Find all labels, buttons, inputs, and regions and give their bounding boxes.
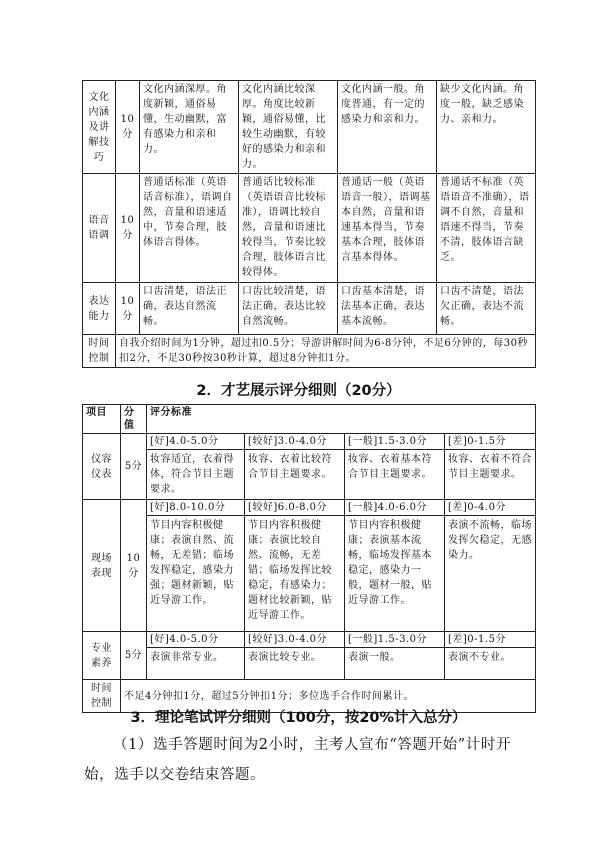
grade-label: [较好]3.0-4.0分 [245, 434, 344, 450]
level-cell [147, 434, 245, 500]
item-cell: 表达能力 [83, 283, 116, 335]
grade-desc: 节目内容积极健康；表演自然、流畅，无差错；临场发挥稳定，感染力强；题材新颖，贴近导游工作。 [150, 520, 234, 606]
grade-desc: 妆容、衣着基本符合节目主题要求。 [348, 454, 432, 480]
grade-label: [差]0-1.5分 [445, 434, 535, 450]
grade-desc: 节目内容积极健康；表演比较自然、流畅，无差错；临场发挥比较稳定，有感染力；题材比较新颖，贴近导游工作。 [248, 520, 332, 621]
section-3-paragraph: （1）选手答题时间为2小时，主考人宣布“答题开始”计时开始，选手以交卷结束答题。 [84, 737, 512, 783]
item-cell: 现场表现 [83, 500, 121, 632]
table-row [83, 81, 536, 174]
table-talent-criteria [82, 404, 536, 713]
level-cell: 缺少文化内涵。角度一般，缺乏感染力、亲和力。 [437, 81, 536, 174]
level-cell: 普通话不标准（英语语音不准确），语调不自然，音量和语速不得当，节奏不清，肢体语言缺乏。 [437, 174, 536, 283]
points-cell: 10分 [116, 283, 140, 335]
grade-label: [一般]4.0-6.0分 [345, 500, 444, 516]
points-cell: 10分 [116, 81, 140, 174]
table-row [83, 283, 536, 335]
time-text-cell: 自我介绍时间为1分钟，超过扣0.5分；导游讲解时间为6-8分钟，不足6分钟的，每30秒扣2分，不足30秒按30秒计算，超过8分钟扣1分。 [116, 335, 536, 368]
header-points: 分值 [121, 405, 147, 434]
table-row [83, 632, 536, 680]
table-header-row [83, 405, 536, 434]
grade-desc: 表演一般。 [348, 652, 401, 663]
points-cell: 10分 [116, 174, 140, 283]
grade-label: [较好]3.0-4.0分 [245, 632, 344, 648]
level-cell [245, 434, 345, 500]
grade-desc: 妆容、衣着比较符合节目主题要求。 [248, 454, 332, 480]
level-cell [345, 632, 445, 680]
section-3-title: 3．理论笔试评分细则（100分，按20%计入总分） [130, 710, 467, 726]
level-cell: 文化内涵深厚。角度新颖，通俗易懂，生动幽默，富有感染力和亲和力。 [140, 81, 239, 174]
table-row [83, 174, 536, 283]
level-cell [445, 434, 536, 500]
table-speech-criteria [82, 80, 536, 368]
grade-label: [好]4.0-5.0分 [147, 434, 244, 450]
grade-desc: 表演比较专业。 [248, 652, 322, 663]
grade-label: [差]0-1.5分 [445, 632, 535, 648]
level-cell: 口齿清楚，语法正确，表达自然流畅。 [140, 283, 239, 335]
grade-desc: 妆容、衣着不符合节目主题要求。 [448, 454, 532, 480]
level-cell [245, 632, 345, 680]
grade-desc: 表演不专业。 [448, 652, 511, 663]
grade-label: [差]0-4.0分 [445, 500, 535, 516]
section-2-title: 2．才艺展示评分细则（20分） [196, 383, 401, 399]
item-cell: 仪容仪表 [83, 434, 121, 500]
level-cell [147, 632, 245, 680]
grade-label: [一般]1.5-3.0分 [345, 632, 444, 648]
item-cell: 语音语调 [83, 174, 116, 283]
table-row [83, 500, 536, 632]
grade-desc: 妆容适宜，衣着得体，符合节目主题要求。 [150, 454, 234, 495]
level-cell [147, 500, 245, 632]
grade-label: [一般]1.5-3.0分 [345, 434, 444, 450]
grade-desc: 表演不流畅，临场发挥欠稳定，无感染力。 [448, 520, 532, 561]
header-criteria: 评分标准 [147, 405, 536, 434]
header-item: 项目 [83, 405, 121, 434]
grade-desc: 节目内容积极健康；表演基本流畅，临场发挥基本稳定，感染力一般，题材一般，贴近导游工作。 [348, 520, 432, 606]
grade-label: [较好]6.0-8.0分 [245, 500, 344, 516]
level-cell: 口齿比较清楚，语法正确，表达比较自然流畅。 [239, 283, 338, 335]
points-cell: 5分 [121, 632, 147, 680]
level-cell [245, 500, 345, 632]
grade-label: [好]8.0-10.0分 [147, 500, 244, 516]
level-cell: 口齿基本清楚，语法基本正确，表达基本流畅。 [338, 283, 437, 335]
grade-label: [好]4.0-5.0分 [147, 632, 244, 648]
level-cell: 文化内涵一般。角度普通，有一定的感染力和亲和力。 [338, 81, 437, 174]
level-cell: 普通话比较标准（英语语音比较标准），语调比较自然，音量和语速比较得当，节奏比较合理，肢体语言比较得体。 [239, 174, 338, 283]
table-row [83, 434, 536, 500]
level-cell [445, 500, 536, 632]
level-cell [345, 500, 445, 632]
level-cell [345, 434, 445, 500]
grade-desc: 表演非常专业。 [150, 652, 224, 663]
level-cell: 普通话标准（英语话音标准），语调自然，音量和语速适中，节奏合理，肢体语言得体。 [140, 174, 239, 283]
level-cell: 口齿不清楚，语法欠正确，表达不流畅。 [437, 283, 536, 335]
table-row [83, 335, 536, 368]
time-label-cell: 时间控制 [83, 335, 116, 368]
level-cell: 普通话一般（英语语音一般），语调基本自然，音量和语速基本得当，节奏基本合理，肢体语言基本得体。 [338, 174, 437, 283]
level-cell [445, 632, 536, 680]
item-cell: 文化内涵及讲解技巧 [83, 81, 116, 174]
points-cell: 5分 [121, 434, 147, 500]
points-cell: 10分 [121, 500, 147, 632]
time-label-cell: 时间控制 [83, 680, 121, 713]
item-cell: 专业素养 [83, 632, 121, 680]
level-cell: 文化内涵比较深厚。角度比较新颖，通俗易懂，比较生动幽默，有较好的感染力和亲和力。 [239, 81, 338, 174]
time-text-cell: 不足4分钟扣1分，超过5分钟扣1分；多位选手合作时间累计。 [121, 680, 536, 713]
